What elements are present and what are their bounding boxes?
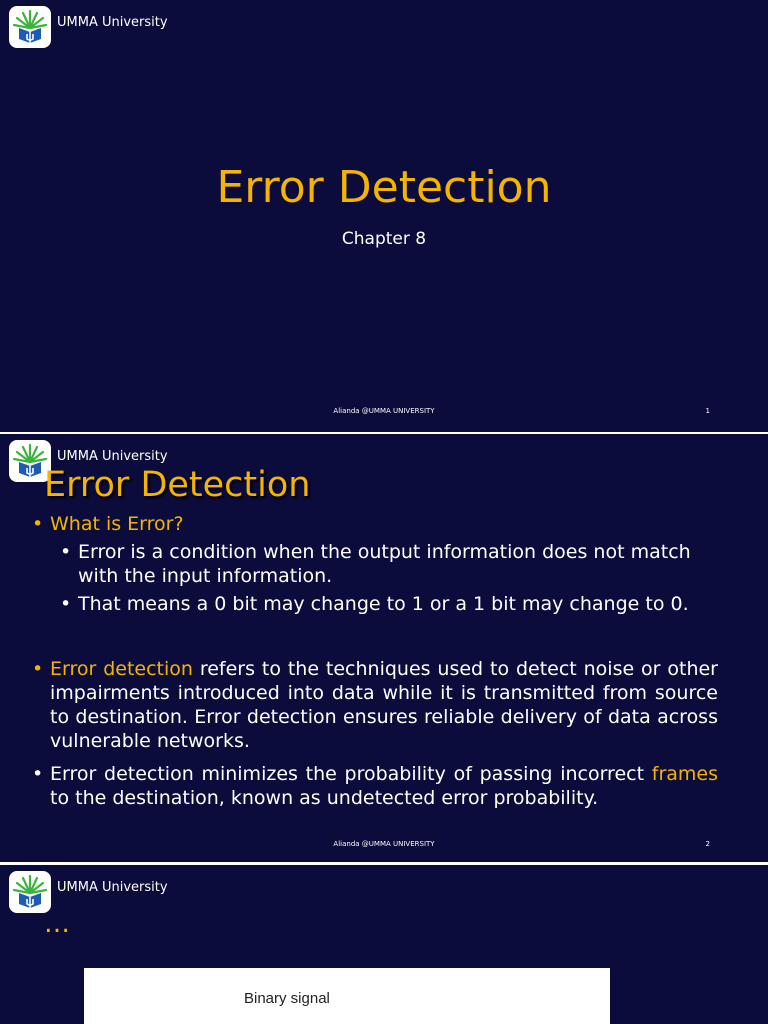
slide-title: Error Detection xyxy=(44,465,311,505)
university-name: UMMA University xyxy=(57,880,168,895)
bullet-minimizes: • Error detection minimizes the probability of passing incorrect frames to the destination, known as undetected error probability. xyxy=(32,763,718,809)
university-name: UMMA University xyxy=(57,449,168,464)
slide-footer: Alianda @UMMA UNIVERSITY xyxy=(333,840,435,848)
sub-bullet-2: • That means a 0 bit may change to 1 or a 1 bit may change to 0. xyxy=(60,593,689,615)
highlight-error-detection: Error detection xyxy=(50,658,193,680)
page-number: 2 xyxy=(705,840,710,848)
university-logo-icon xyxy=(9,871,51,913)
slide-footer: Alianda @UMMA UNIVERSITY xyxy=(333,407,435,415)
slide-2 xyxy=(0,434,768,862)
university-name: UMMA University xyxy=(57,15,168,30)
slide-1 xyxy=(0,0,768,432)
binary-signal-figure xyxy=(84,968,610,1024)
slide-subtitle: Chapter 8 xyxy=(341,229,427,249)
highlight-frames: frames xyxy=(651,763,718,785)
sub-bullet-1: • Error is a condition when the output information does not match with the input information. xyxy=(60,541,691,587)
university-logo-icon xyxy=(9,6,51,48)
bullet-error-detection: • Error detection refers to the techniques used to detect noise or other impairments introduced into data while it is transmitted from source to destination. Error detection ensures reliable delivery of data across vulnerable networks. xyxy=(32,658,718,752)
slide-3 xyxy=(0,865,768,1024)
figure-caption: Binary signal xyxy=(244,990,330,1007)
slide-body xyxy=(32,512,718,810)
bullet-what-is-error: • What is Error? xyxy=(32,513,184,535)
slide-heading-ellipsis: … xyxy=(44,909,74,939)
page-number: 1 xyxy=(705,407,710,415)
slide-title: Error Detection xyxy=(216,162,552,213)
